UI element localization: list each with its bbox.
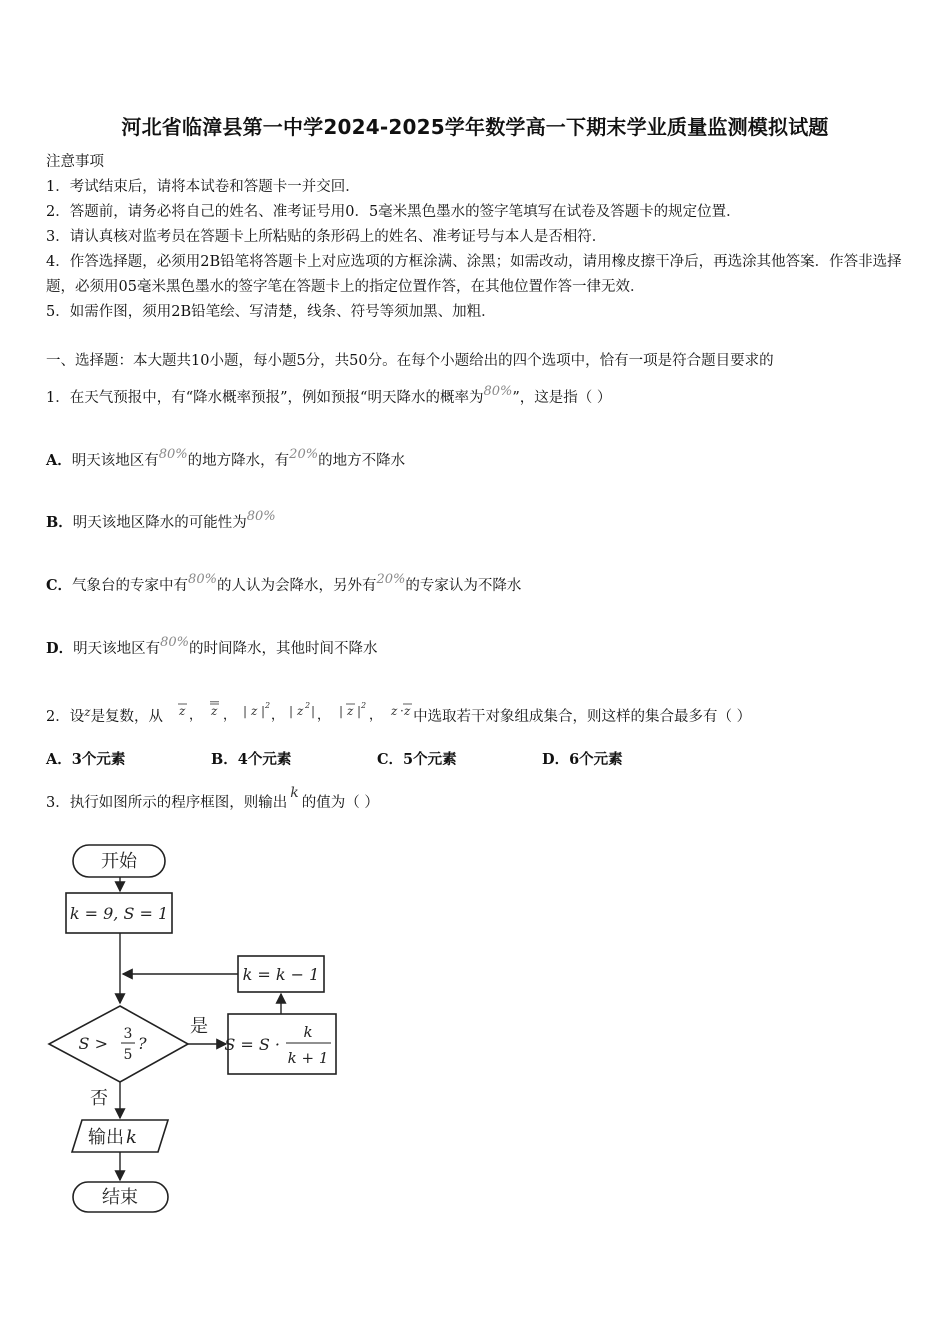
flow-output-label: 输出 <box>88 1127 124 1148</box>
flow-update-lhs: S = S · <box>224 1035 280 1054</box>
option-text: 的人认为会降水，另外有 <box>216 578 377 594</box>
q2-stem-end: 中选取若干对象组成集合，则这样的集合最多有（ ） <box>413 709 752 725</box>
svg-text:z: z <box>251 704 258 718</box>
option-text: 的专家认为不降水 <box>405 578 522 594</box>
svg-text:，: ， <box>271 708 285 723</box>
notice-item-1: 1．考试结束后，请将本试卷和答题卡一并交回． <box>46 179 360 195</box>
svg-text:z: z <box>404 704 411 718</box>
flow-decrement-label: k = k − 1 <box>242 965 320 984</box>
flow-condition-den: 5 <box>123 1047 133 1063</box>
flow-start-label: 开始 <box>101 851 137 872</box>
svg-text:2: 2 <box>361 701 367 710</box>
flow-output-var: k <box>126 1127 137 1148</box>
notice-item-4: 4．作答选择题，必须用2B铅笔将答题卡上对应选项的方框涂满、涂黑；如需改动，请用橡皮擦干净后，再选涂其他答案．作答非选择题，必须用05毫米黑色墨水的签字笔在答题卡上的指定位置作答，在其他位置作答一律无效． <box>46 254 902 295</box>
flow-decision-diamond <box>49 1006 188 1082</box>
q2-option-b[interactable]: B．4个元素 <box>211 751 292 768</box>
svg-text:，: ， <box>317 708 331 723</box>
option-label: A． <box>46 452 72 469</box>
option-text: 明天该地区降水的可能性为 <box>72 515 247 531</box>
option-text: 明天该地区有 <box>71 453 159 469</box>
notice-item-3: 3．请认真核对监考员在答题卡上所粘贴的条形码上的姓名、准考证号与本人是否相符． <box>46 229 607 245</box>
svg-text:2: 2 <box>265 701 271 710</box>
flow-condition-lhs: S > <box>78 1034 108 1053</box>
q2-stem-text-2: 是复数，从 <box>90 709 164 725</box>
option-percent: 80% <box>158 447 188 462</box>
option-percent: 20% <box>376 572 406 587</box>
q1-percent: 80% <box>483 384 513 399</box>
q1-option-d[interactable] <box>46 635 378 660</box>
q2-option-a[interactable]: A．3个元素 <box>46 751 126 768</box>
option-text: 明天该地区有 <box>73 641 161 657</box>
svg-text:z: z <box>211 704 218 718</box>
flow-end-label: 结束 <box>102 1187 138 1208</box>
option-text: 的地方不降水 <box>318 453 406 469</box>
option-percent: 80% <box>246 509 276 524</box>
svg-text:z: z <box>391 704 398 718</box>
option-label: D． <box>46 640 74 657</box>
flow-yes-label: 是 <box>190 1016 208 1037</box>
page-title: 河北省临漳县第一中学2024-2025学年数学高一下期末学业质量监测模拟试题 <box>121 115 829 139</box>
svg-text:z: z <box>297 704 304 718</box>
svg-text:，: ， <box>369 708 383 723</box>
flow-update-den: k + 1 <box>287 1049 329 1067</box>
svg-text:z: z <box>347 704 354 718</box>
q2-set-expressions <box>163 701 413 727</box>
notice-item-5: 5．如需作图，须用2B铅笔绘、写清楚，线条、符号等须加黑、加粗． <box>46 304 496 320</box>
q3-stem-text: 3．执行如图所示的程序框图，则输出 <box>46 795 288 811</box>
svg-text:，: ， <box>189 708 203 723</box>
q1-option-a[interactable] <box>46 447 406 472</box>
svg-text:z: z <box>179 704 186 718</box>
flow-init-label: k = 9, S = 1 <box>69 904 169 923</box>
flow-condition-q: ? <box>138 1034 147 1053</box>
flow-update-num: k <box>303 1023 313 1041</box>
notice-heading: 注意事项 <box>46 154 104 170</box>
flow-no-label: 否 <box>90 1088 108 1109</box>
q1-stem-end: ”，这是指（ ） <box>512 390 612 406</box>
question-3-stem <box>46 785 379 813</box>
svg-text:·: · <box>400 704 404 718</box>
svg-text:2: 2 <box>305 701 311 710</box>
q3-stem-end: 的值为（ ） <box>301 795 379 811</box>
option-label: C． <box>46 577 73 594</box>
svg-text:|: | <box>243 704 248 718</box>
program-flowchart <box>40 838 350 1223</box>
option-text: 的地方降水，有 <box>187 453 290 469</box>
q2-stem-text: 2．设 <box>46 709 85 725</box>
option-label: B． <box>46 514 73 531</box>
option-percent: 20% <box>289 447 319 462</box>
svg-text:，: ， <box>223 708 237 723</box>
q3-variable-k: k <box>290 785 299 801</box>
svg-text:|: | <box>289 704 294 718</box>
svg-text:|: | <box>311 704 316 718</box>
section-heading: 一、选择题：本大题共10小题，每小题5分，共50分。在每个小题给出的四个选项中，恰有一项是符合题目要求的 <box>46 353 774 369</box>
q2-variable-z: z <box>84 705 91 719</box>
svg-text:|: | <box>339 704 344 718</box>
svg-text:|: | <box>261 704 266 718</box>
notice-item-2: 2．答题前，请务必将自己的姓名、准考证号用0．5毫米黑色墨水的签字笔填写在试卷及答题卡的规定位置． <box>46 204 741 220</box>
svg-text:|: | <box>357 704 362 718</box>
option-percent: 80% <box>188 572 217 587</box>
question-2-stem <box>46 701 751 727</box>
option-text: 的时间降水，其他时间不降水 <box>188 641 378 657</box>
question-1-stem <box>46 384 612 409</box>
q1-stem-text: 1．在天气预报中，有“降水概率预报”，例如预报“明天降水的概率为 <box>46 390 484 406</box>
q1-option-b[interactable] <box>46 509 276 534</box>
flow-condition-num: 3 <box>123 1026 133 1042</box>
q2-option-d[interactable]: D．6个元素 <box>542 751 623 768</box>
q2-option-c[interactable]: C．5个元素 <box>377 751 457 768</box>
option-text: 气象台的专家中有 <box>72 578 189 594</box>
q1-option-c[interactable] <box>46 572 522 597</box>
option-percent: 80% <box>160 635 189 650</box>
